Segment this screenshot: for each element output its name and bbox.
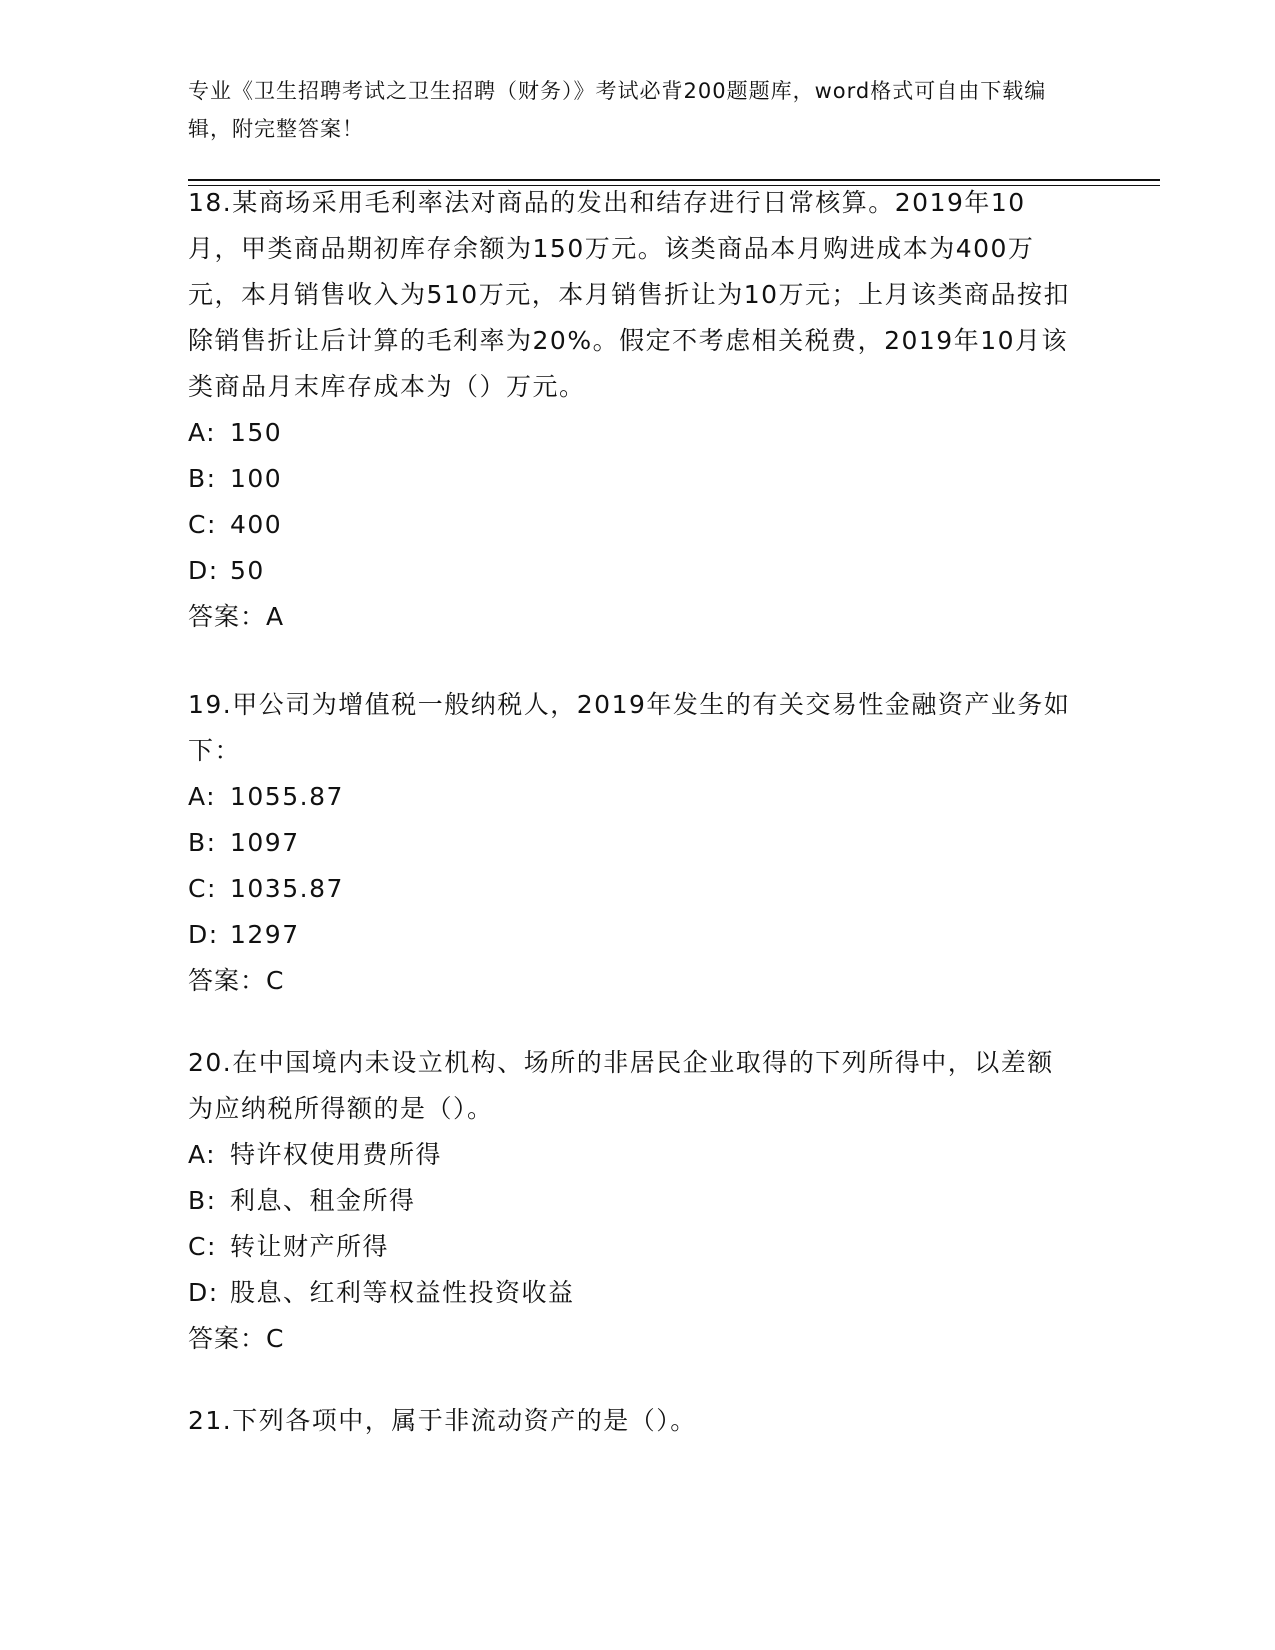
option-value: 特许权使用费所得	[230, 1140, 443, 1169]
answer: 答案：A	[188, 602, 285, 631]
option-value: 1035.87	[230, 874, 344, 903]
option-label: C:	[188, 1232, 217, 1261]
question-20	[188, 1040, 1078, 1362]
question-21	[188, 1398, 1078, 1444]
question-text: 19.甲公司为增值税一般纳税人，2019年发生的有关交易性金融资产业务如下：	[188, 690, 1071, 765]
question-text: 21.下列各项中，属于非流动资产的是（）。	[188, 1406, 697, 1435]
option-d	[188, 548, 1078, 594]
option-value: 1055.87	[230, 782, 344, 811]
question-text: 18.某商场采用毛利率法对商品的发出和结存进行日常核算。2019年10月，甲类商品期初库存余额为150万元。该类商品本月购进成本为400万元，本月销售收入为510万元，本月销售折让为10万元；上月该类商品按扣除销售折让后计算的毛利率为20%。假定不考虑相关税费，2019年10月该类商品月末库存成本为（）万元。	[188, 188, 1071, 401]
option-b	[188, 820, 1078, 866]
option-value: 100	[230, 464, 283, 493]
answer: 答案：C	[188, 966, 285, 995]
option-value: 150	[230, 418, 283, 447]
option-label: D:	[188, 556, 219, 585]
option-b	[188, 456, 1078, 502]
option-label: B:	[188, 1186, 217, 1215]
option-value: 转让财产所得	[230, 1232, 390, 1261]
option-label: B:	[188, 828, 217, 857]
document-header: 专业《卫生招聘考试之卫生招聘（财务）》考试必背200题题库，word格式可自由下载编辑，附完整答案！	[188, 79, 1047, 141]
option-c	[188, 502, 1078, 548]
option-value: 400	[230, 510, 283, 539]
option-label: C:	[188, 510, 217, 539]
option-value: 1297	[230, 920, 300, 949]
answer: 答案：C	[188, 1324, 285, 1353]
option-label: A:	[188, 1140, 217, 1169]
option-value: 50	[230, 556, 265, 585]
option-label: A:	[188, 782, 217, 811]
question-19	[188, 682, 1078, 1004]
option-b	[188, 1178, 1078, 1224]
option-d	[188, 1270, 1078, 1316]
option-label: D:	[188, 1278, 219, 1307]
option-d	[188, 912, 1078, 958]
option-value: 股息、红利等权益性投资收益	[230, 1278, 575, 1307]
option-a	[188, 1132, 1078, 1178]
option-label: B:	[188, 464, 217, 493]
option-a	[188, 410, 1078, 456]
question-18	[188, 180, 1078, 640]
option-label: D:	[188, 920, 219, 949]
option-c	[188, 866, 1078, 912]
option-value: 1097	[230, 828, 300, 857]
question-text: 20.在中国境内未设立机构、场所的非居民企业取得的下列所得中，以差额为应纳税所得额的是（）。	[188, 1048, 1054, 1123]
option-value: 利息、租金所得	[230, 1186, 416, 1215]
option-a	[188, 774, 1078, 820]
option-label: A:	[188, 418, 217, 447]
option-c	[188, 1224, 1078, 1270]
option-label: C:	[188, 874, 217, 903]
